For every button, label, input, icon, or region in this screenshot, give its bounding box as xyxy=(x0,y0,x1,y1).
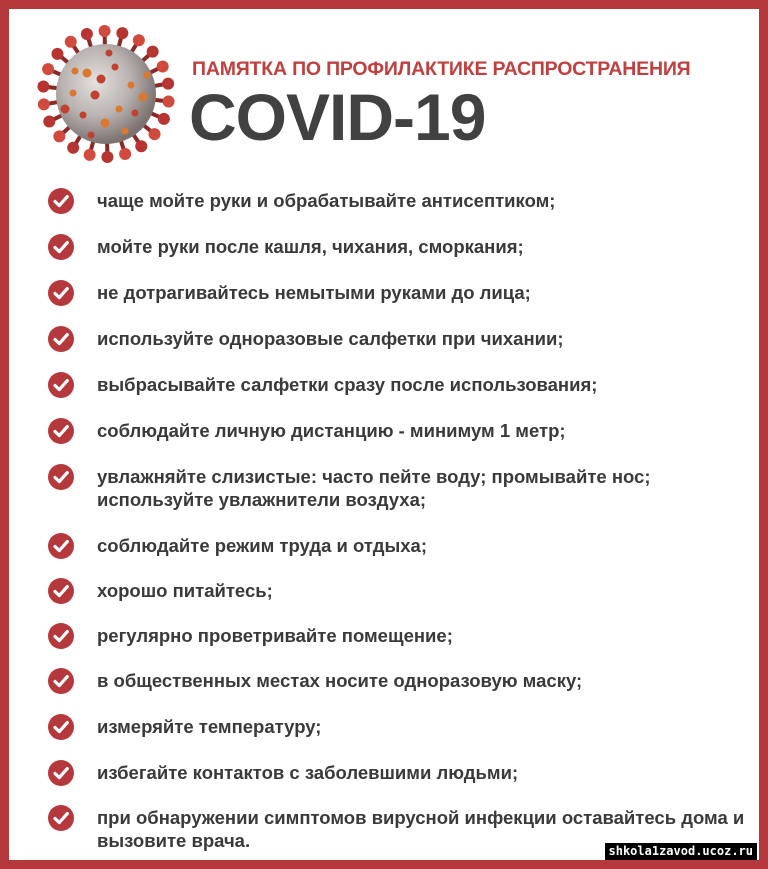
list-item xyxy=(47,233,757,261)
list-item-text: соблюдайте режим труда и отдыха; xyxy=(97,535,427,556)
list-item-text: выбрасывайте салфетки сразу после использования; xyxy=(97,374,598,395)
check-circle-icon xyxy=(47,325,75,353)
list-item-text: чаще мойте руки и обрабатывайте антисептиком; xyxy=(97,190,556,211)
list-item-text: мойте руки после кашля, чихания, сморкания; xyxy=(97,236,524,257)
check-circle-icon xyxy=(47,713,75,741)
list-item xyxy=(47,371,757,399)
list-item-text: увлажняйте слизистые: часто пейте воду; промывайте нос; используйте увлажнители воздуха; xyxy=(97,466,651,510)
poster-subtitle: ПАМЯТКА ПО ПРОФИЛАКТИКЕ РАСПРОСТРАНЕНИЯ xyxy=(192,58,691,80)
list-item-text: используйте одноразовые салфетки при чихании; xyxy=(97,328,564,349)
list-item xyxy=(47,417,757,445)
list-item xyxy=(47,622,757,650)
check-circle-icon xyxy=(47,371,75,399)
list-item xyxy=(47,187,757,215)
list-item-text: не дотрагивайтесь немытыми руками до лица; xyxy=(97,282,531,303)
check-circle-icon xyxy=(47,233,75,261)
check-circle-icon xyxy=(47,463,75,491)
list-item-text: избегайте контактов с заболевшими людьми; xyxy=(97,762,519,783)
check-circle-icon xyxy=(47,532,75,560)
list-item-text: хорошо питайтесь; xyxy=(97,580,273,601)
list-item xyxy=(47,577,757,605)
list-item-text: соблюдайте личную дистанцию - минимум 1 метр; xyxy=(97,420,566,441)
check-circle-icon xyxy=(47,667,75,695)
list-item-text: в общественных местах носите одноразовую маску; xyxy=(97,670,583,691)
list-item xyxy=(47,279,757,307)
poster-title: COVID-19 xyxy=(189,80,486,154)
list-item-text: измеряйте температуру; xyxy=(97,716,322,737)
check-circle-icon xyxy=(47,187,75,215)
check-circle-icon xyxy=(47,804,75,832)
check-circle-icon xyxy=(47,577,75,605)
check-circle-icon xyxy=(47,417,75,445)
check-circle-icon xyxy=(47,622,75,650)
coronavirus-icon xyxy=(35,23,177,165)
check-circle-icon xyxy=(47,759,75,787)
list-item xyxy=(47,667,757,695)
watermark: shkola1zavod.ucoz.ru xyxy=(605,843,758,860)
list-item xyxy=(47,532,757,560)
list-item-text: при обнаружении симптомов вирусной инфекции оставайтесь дома и вызовите врача. xyxy=(97,807,745,851)
list-item-text: регулярно проветривайте помещение; xyxy=(97,625,453,646)
check-circle-icon xyxy=(47,279,75,307)
list-item xyxy=(47,325,757,353)
list-item xyxy=(47,713,757,741)
list-item xyxy=(47,463,757,511)
list-item xyxy=(47,759,757,787)
